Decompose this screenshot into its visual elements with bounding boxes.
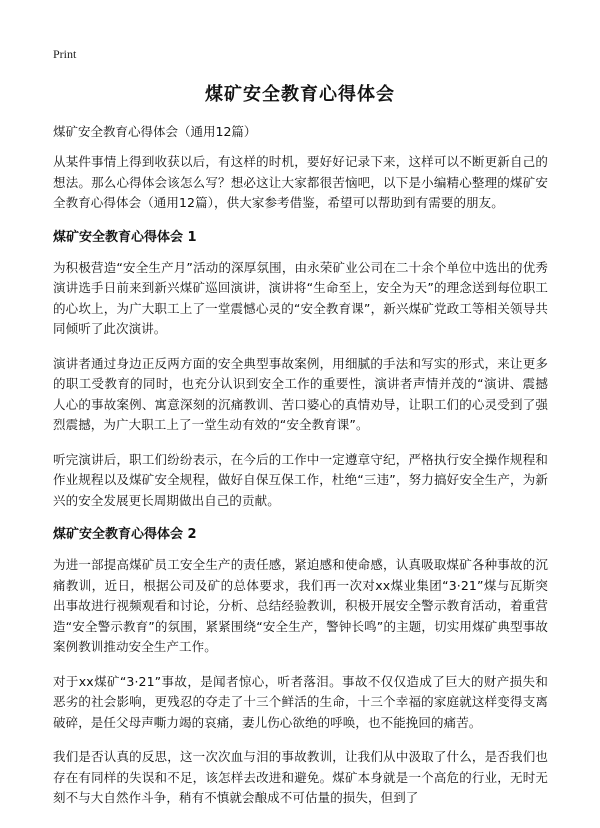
print-link[interactable]: Print	[53, 47, 77, 61]
section-2	[53, 525, 548, 809]
section-paragraph: 听完演讲后，职工们纷纷表示，在今后的工作中一定遵章守纪，严格执行安全操作规程和作业规程以及煤矿安全规程，做好自保互保工作，杜绝“三违”，努力搞好安全生产，为新兴的安全发展更长周期做出自己的贡献。	[53, 451, 548, 508]
section-paragraph: 为进一部提高煤矿员工安全生产的责任感，紧迫感和使命感，认真吸取煤矿各种事故的沉痛教训，近日，根据公司及矿的总体要求，我们再一次对xx煤业集团“3·21”煤与瓦斯突出事故进行视频观看和讨论，分析、总结经验教训，积极开展安全警示教育活动，着重营造“安全警示教育”的氛围，紧紧围绕“安全生产，警钟长鸣”的主题，切实用煤矿典型事故案例教训推动安全生产工作。	[53, 557, 548, 654]
section-paragraph: 演讲者通过身边正反两方面的安全典型事故案例，用细腻的手法和写实的形式，来让更多的职工受教育的同时，也充分认识到安全工作的重要性，演讲者声情并茂的“演讲、震撼人心的事故案例、寓意深刻的沉痛教训、苦口婆心的真情劝导，让职工们的心灵受到了强烈震撼，为广大职工上了一堂生动有效的“安全教育课”。	[53, 355, 548, 432]
section-1	[53, 228, 548, 512]
document-subtitle: 煤矿安全教育心得体会（通用12篇）	[53, 124, 257, 139]
page-title: 煤矿安全教育心得体会	[205, 84, 395, 105]
section-paragraph: 为积极营造“安全生产月”活动的深厚氛围，由永荣矿业公司在二十余个单位中选出的优秀演讲选手日前来到新兴煤矿巡回演讲，演讲将“生命至上，安全为天”的理念送到每位职工的心坎上，为广大职工上了一堂震憾心灵的“安全教育课”，新兴煤矿党政工等相关领导共同倾听了此次演讲。	[53, 259, 548, 336]
section-heading: 煤矿安全教育心得体会 2	[53, 527, 197, 542]
section-heading: 煤矿安全教育心得体会 1	[53, 229, 197, 245]
document-body	[53, 122, 548, 823]
section-paragraph: 对于xx煤矿“3·21”事故，是闻者惊心，听者落泪。事故不仅仅造成了巨大的财产损失和恶劣的社会影响，更残忍的夺走了十三个鲜活的生命，十三个幸福的家庭就这样变得支离破碎，是任父母声嘶力竭的哀痛，妻儿伤心欲绝的呼唤，也不能挽回的痛苦。	[53, 673, 548, 730]
section-paragraph: 我们是否认真的反思，这一次次血与泪的事故教训，让我们从中汲取了什么，是否我们也存在有同样的失误和不足，该怎样去改进和避免。煤矿本身就是一个高危的行业，无时无刻不与大自然作斗争，稍有不慎就会酿成不可估量的损失，但到了	[53, 749, 548, 805]
intro-paragraph: 从某件事情上得到收获以后，有这样的时机，要好好记录下来，这样可以不断更新自己的想法。那么心得体会该怎么写？想必这让大家都很苦恼吧，以下是小编精心整理的煤矿安全教育心得体会（通用12篇），供大家参考借鉴，希望可以帮助到有需要的朋友。	[53, 154, 548, 210]
